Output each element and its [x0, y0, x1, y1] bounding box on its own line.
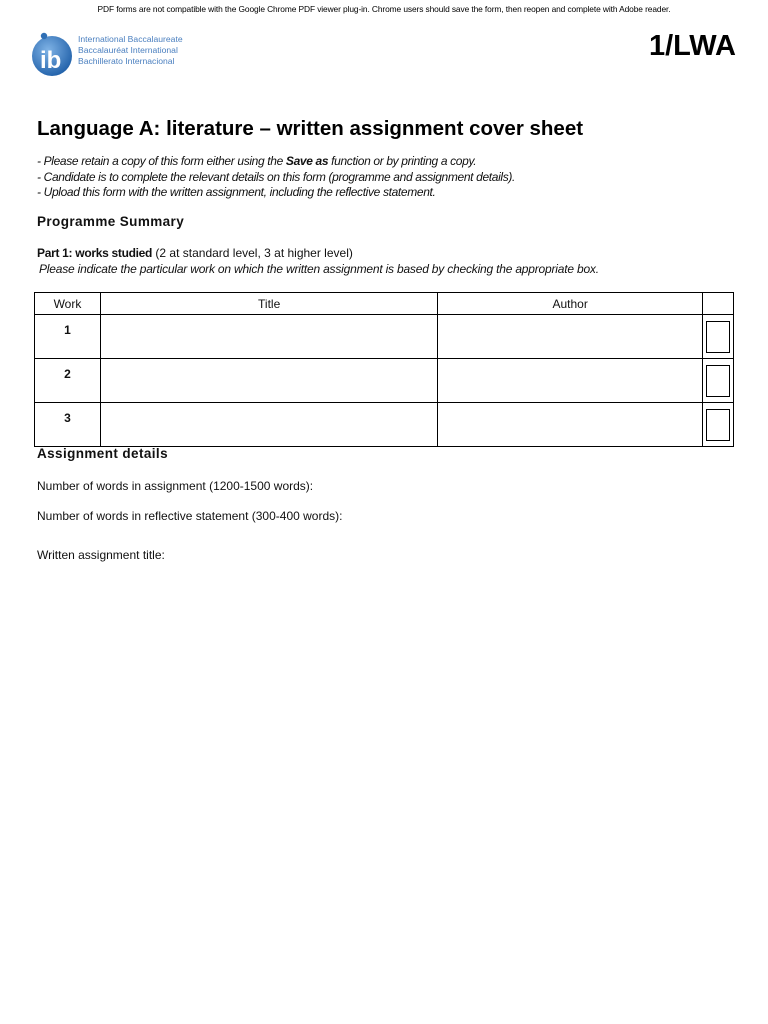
instruction-1-pre: - Please retain a copy of this form either using the — [37, 154, 286, 168]
table-row — [35, 359, 734, 403]
instruction-line-1 — [37, 154, 515, 170]
work-title-field[interactable] — [100, 315, 437, 359]
col-check-header — [702, 293, 733, 315]
form-code: 1/LWA — [648, 30, 736, 62]
ib-logo-icon — [30, 30, 74, 78]
words-reflective-label: Number of words in reflective statement (300-400 words): — [37, 509, 343, 523]
work-checkbox-cell — [702, 315, 733, 359]
words-assignment-label: Number of words in assignment (1200-1500 words): — [37, 479, 314, 493]
work-2-checkbox[interactable] — [706, 365, 730, 397]
work-number: 3 — [35, 403, 101, 447]
works-table — [34, 292, 734, 447]
save-as-emphasis: Save as — [285, 154, 329, 168]
works-table-header — [35, 293, 734, 315]
assignment-details-heading: Assignment details — [37, 446, 168, 461]
part-1-line — [37, 246, 353, 260]
work-checkbox-cell — [702, 359, 733, 403]
instruction-1-post: function or by printing a copy. — [328, 154, 477, 168]
instructions — [37, 154, 515, 201]
logo-line-es: Bachillerato Internacional — [78, 56, 175, 67]
work-1-checkbox[interactable] — [706, 321, 730, 353]
part-1-label: Part 1: works studied — [37, 246, 153, 260]
work-author-field[interactable] — [438, 403, 703, 447]
svg-text:ib: ib — [40, 47, 62, 74]
instruction-line-2: - Candidate is to complete the relevant details on this form (programme and assignment details). — [37, 169, 515, 184]
work-3-checkbox[interactable] — [706, 409, 730, 441]
assignment-title-label: Written assignment title: — [37, 548, 165, 562]
ib-logo-text — [78, 34, 183, 68]
work-author-field[interactable] — [438, 359, 703, 403]
instruction-line-3: - Upload this form with the written assignment, including the reflective statement. — [37, 185, 436, 199]
work-author-field[interactable] — [438, 315, 703, 359]
table-row — [35, 403, 734, 447]
col-title-header: Title — [100, 293, 437, 315]
logo-line-fr: Baccalauréat International — [78, 45, 178, 56]
page-title: Language A: literature – written assignment cover sheet — [37, 117, 584, 140]
col-work-header: Work — [35, 293, 101, 315]
col-author-header: Author — [438, 293, 703, 315]
part-1-detail: (2 at standard level, 3 at higher level) — [152, 246, 353, 260]
work-number: 2 — [35, 359, 101, 403]
work-title-field[interactable] — [100, 403, 437, 447]
work-checkbox-cell — [702, 403, 733, 447]
work-number: 1 — [35, 315, 101, 359]
work-title-field[interactable] — [100, 359, 437, 403]
chrome-notice: PDF forms are not compatible with the Google Chrome PDF viewer plug-in. Chrome users should save the form, then reopen and complete with Adobe reader. — [97, 4, 671, 14]
logo-line-en: International Baccalaureate — [78, 34, 183, 44]
programme-summary-heading: Programme Summary — [37, 214, 185, 229]
ib-logo — [30, 30, 200, 80]
part-1-note: Please indicate the particular work on which the written assignment is based by checking the appropriate box. — [39, 262, 599, 276]
table-row — [35, 315, 734, 359]
